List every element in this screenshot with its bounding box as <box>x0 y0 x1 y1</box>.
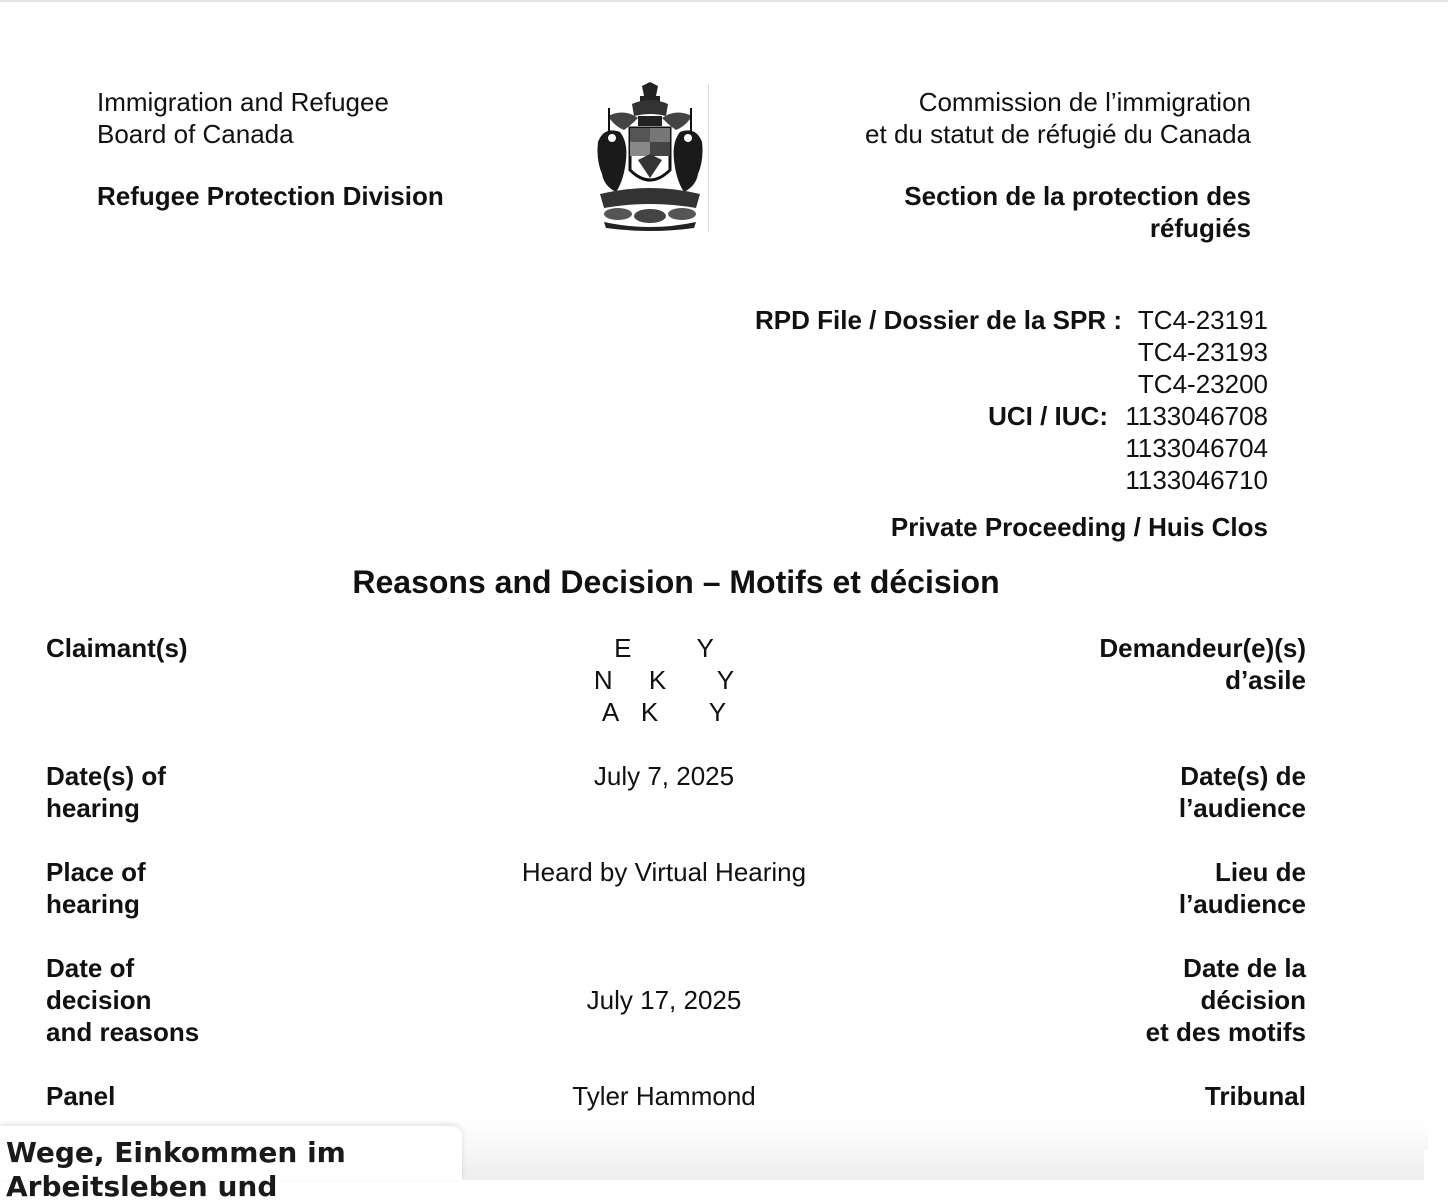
decision-date-label-fr-line2: décision <box>1200 985 1306 1015</box>
canada-coat-of-arms-icon <box>594 82 706 232</box>
hearing-place-label-en <box>46 856 306 920</box>
claimants-label-en: Claimant(s) <box>46 633 188 663</box>
hearing-dates-label-fr-line2: l’audience <box>1178 793 1306 823</box>
panel-label-fr: Tribunal <box>1204 1081 1306 1111</box>
hearing-dates-label-fr <box>1000 760 1306 824</box>
french-division-line1: Section de la protection des <box>904 181 1251 211</box>
rpd-file-number: TC4-23193 <box>1137 337 1268 367</box>
overlay-caption-card[interactable] <box>0 1126 462 1203</box>
panel-value: Tyler Hammond <box>572 1081 756 1111</box>
panel-label-en: Panel <box>46 1081 116 1111</box>
english-org-line2: Board of Canada <box>97 119 294 149</box>
decision-date-label-fr-line1: Date de la <box>1183 953 1306 983</box>
french-org-name <box>760 86 1251 150</box>
decision-date-label-en <box>46 952 306 1048</box>
english-org-line1: Immigration and Refugee <box>97 87 389 117</box>
decision-date-label-en-line2: decision <box>46 985 152 1015</box>
hearing-place-label-en-line2: hearing <box>46 889 140 919</box>
rpd-file-label: RPD File / Dossier de la SPR : <box>755 305 1122 335</box>
hearing-dates-label-fr-line1: Date(s) de <box>1180 761 1306 791</box>
claimants-label-fr-line1: Demandeur(e)(s) <box>1099 633 1306 663</box>
english-division: Refugee Protection Division <box>97 181 444 211</box>
crest-divider <box>708 84 709 232</box>
decision-date-label-fr <box>1000 952 1306 1048</box>
rpd-file-number: TC4-23200 <box>1137 369 1268 399</box>
uci-numbers <box>1114 400 1268 496</box>
hearing-dates-value: July 7, 2025 <box>593 761 735 791</box>
hearing-place-label-fr-line2: l’audience <box>1178 889 1306 919</box>
claimant-name: N K Y <box>593 665 735 695</box>
french-org-line2: et du statut de réfugié du Canada <box>865 119 1251 149</box>
hearing-place-label-fr-line1: Lieu de <box>1214 857 1306 887</box>
uci-label: UCI / IUC: <box>988 401 1108 431</box>
hearing-dates-label-en <box>46 760 306 824</box>
french-division-line2: réfugiés <box>1149 213 1251 243</box>
decision-date-value: July 17, 2025 <box>586 985 742 1015</box>
uci-number: 1133046710 <box>1125 465 1268 495</box>
decision-date-label-en-line3: and reasons <box>46 1017 200 1047</box>
hearing-place-label-en-line1: Place of <box>46 857 146 887</box>
hearing-dates-label-en-line1: Date(s) of <box>46 761 166 791</box>
bottom-edge <box>1424 1150 1448 1180</box>
french-org-line1: Commission de l’immigration <box>918 87 1251 117</box>
claimant-name: E Y <box>614 633 714 663</box>
english-org-name <box>97 86 497 150</box>
hearing-dates-label-en-line2: hearing <box>46 793 140 823</box>
overlay-caption-line2: Arbeitsleben und <box>6 1170 278 1203</box>
hearing-place-value: Heard by Virtual Hearing <box>521 857 807 887</box>
rpd-file-number: TC4-23191 <box>1137 305 1268 335</box>
overlay-caption-line1: Wege, Einkommen im <box>6 1136 346 1169</box>
claimant-name: A K Y <box>601 697 727 727</box>
bottom-shadow <box>440 1120 1428 1180</box>
private-proceeding: Private Proceeding / Huis Clos <box>890 512 1268 542</box>
uci-number: 1133046708 <box>1125 401 1268 431</box>
claimants-label-fr-line2: d’asile <box>1225 665 1306 695</box>
claimant-names <box>414 632 914 728</box>
uci-number: 1133046704 <box>1125 433 1268 463</box>
decision-date-label-en-line1: Date of <box>46 953 135 983</box>
decision-date-label-fr-line3: et des motifs <box>1145 1017 1306 1047</box>
document-title: Reasons and Decision – Motifs et décision <box>352 564 1000 600</box>
claimants-label-fr <box>1000 632 1306 696</box>
hearing-place-label-fr <box>1000 856 1306 920</box>
rpd-file-numbers <box>1128 304 1268 400</box>
french-division <box>780 180 1251 244</box>
